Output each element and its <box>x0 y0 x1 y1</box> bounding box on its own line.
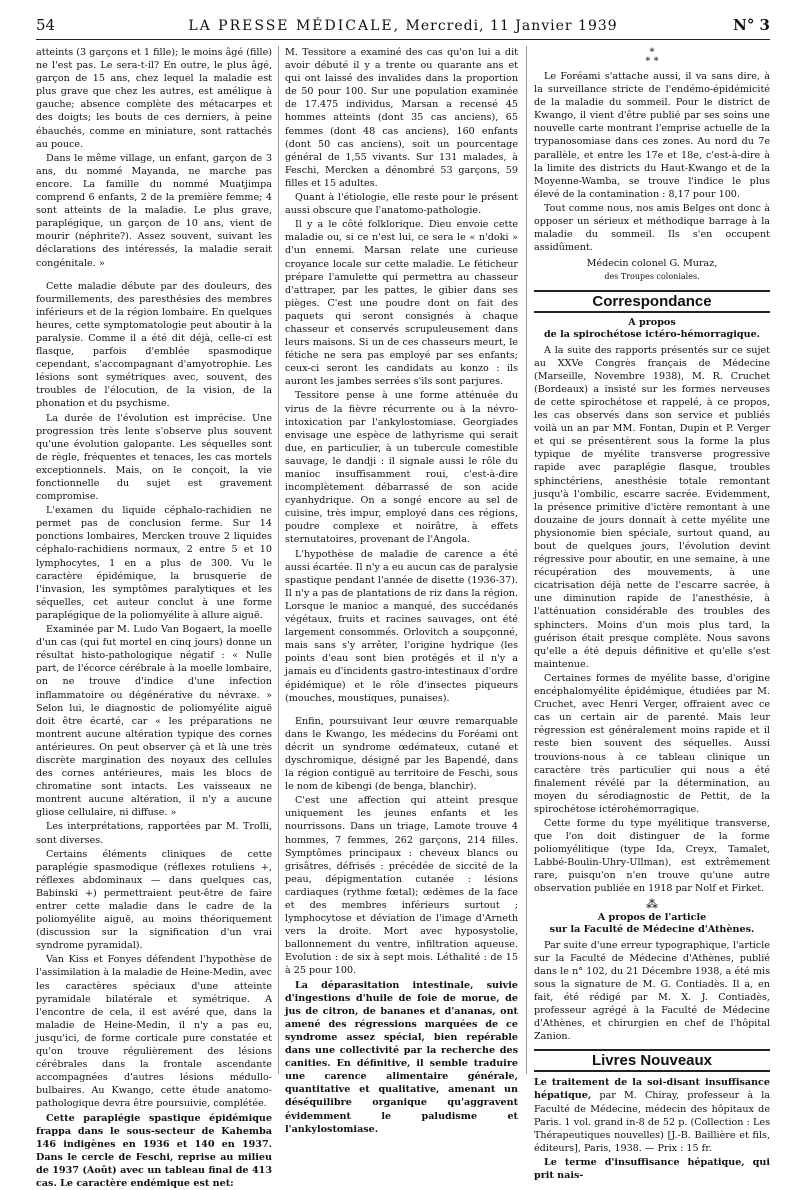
book-entry <box>534 1076 770 1155</box>
book-details: par M. Chiray, professeur à la Faculté de Médecine, médecin des hôpitaux de Paris. 1 vol. grand in-8 de 52 p. (Collection : Les Thérapeutiques nouvelles) [J.-B. Baillière et fils, éditeurs], Paris, 1938. — Prix : 15 fr. <box>534 1090 770 1153</box>
paragraph: La déparasitation intestinale, suivie d'ingestions d'huile de foie de morue, de jus de citron, de bananes et d'ananas, ont amené des régressions marquées de ce syndrome assez spécial, bien repérable dans une collectivité par la recherche des canities. En définitive, il semble traduire une carence alimentaire générale, quantitative et qualitative, amenant un déséquilibre organique qu'aggravent évidemment le paludisme et l'ankylostomiase. <box>285 979 518 1136</box>
paragraph: L'examen du liquide céphalo-rachidien ne permet pas de conclusion ferme. Sur 14 ponctions lombaires, Mercken trouve 2 liquides céphalo-rachidiens normaux, 2 entre 5 et 10 lymphocytes, 1 en a plus de 300. Vu le caractère épidémique, la brusquerie de l'invasion, les symptômes paralytiques et les séquelles, cet auteur conclut à une forme paraplégique de la poliomyélite à allure aiguë. <box>36 504 272 622</box>
paragraph: Van Kiss et Fonyes défendent l'hypothèse de l'assimilation à la maladie de Heine-Medin, avec les caractères spéciaux d'une atteinte pyramidale bilatérale et symétrique. A l'encontre de cela, il est avéré que, dans la maladie de Heine-Medin, il n'y a pas eu, jusqu'ici, de forme corticale pure constatée et qu'on trouve régulièrement des lésions cérébrales dans la frontale ascendante accompagnées d'autres lésions médullo-bulbaires. Au Kwango, cette étude anatomo-pathologique devra être poursuivie, complétée. <box>36 953 272 1110</box>
paragraph: Le Foréami s'attache aussi, il va sans dire, à la surveillance stricte de l'endémo-épidémicité de la maladie du sommeil. Pour le district de Kwango, il vient d'être publié par ses soins une nouvelle carte montrant l'emprise actuelle de la trypanosomiase dans ces zones. Au nord du 7e parallèle, et entre les 17e et 18e, c'est-à-dire à la limite des districts du Haut-Kwango et de la Moyenne-Wamba, se trouve l'indice le plus élevé de la contamination : 8,17 pour 100. <box>534 70 770 201</box>
paragraph: atteints (3 garçons et 1 fille); le moins âgé (fille) ne l'est pas. Le sera-t-il? En outre, le plus âgé, garçon de 15 ans, chez lequel la maladie est plus grave que chez les autres, est amélique à gauche; absence complète des métacarpes et des doigts; les bouts de ces derniers, à peine ébauchés, comme en miniature, sont rattachés au pouce. <box>36 46 272 151</box>
paragraph: L'hypothèse de maladie de carence a été aussi écartée. Il n'y a eu aucun cas de paralysie spastique pendant l'année de disette (1936-37). Il n'y a pas de plantations de riz dans la région. Lorsque le manioc a manqué, des succédanés végétaux, fruits et racines sauvages, ont été largement consommés. Orlovitch a soupçonné, mais sans s'y arrêter, l'origine hydrique (les points d'eau sont bien protégés et il n'y a jamais eu d'incidents gastro-intestinaux d'ordre épidémique) et le rôle d'insectes piqueurs (mouches, moustiques, punaises). <box>285 548 518 705</box>
paragraph: M. Tessitore a examiné des cas qu'on lui a dit avoir débuté il y a trente ou quarante ans et qui ont laissé des invalides dans la proportion de 50 pour 100. Sur une population examinée de 17.475 individus, Marsan a recensé 45 hommes atteints (dont 35 cas anciens), 65 femmes (dont 48 cas anciens), 160 enfants (dont 50 cas anciens), soit un pourcentage général de 1,55 vivants. Sur 131 malades, à Feschi, Mercken a dénombré 53 garçons, 59 filles et 15 adultes. <box>285 46 518 190</box>
paragraph: Cette paraplégie spastique épidémique frappa dans le sous-secteur de Kahemba 146 indigènes en 1936 et 140 en 1937. Dans le cercle de Feschi, reprise au milieu de 1937 (Août) avec un tableau final de 413 cas. Le caractère endémique est net: <box>36 1112 272 1190</box>
section-heading-correspondance: Correspondance <box>534 290 770 313</box>
author-affiliation: des Troupes coloniales. <box>534 270 770 283</box>
section-separator: ⁂ <box>534 899 770 909</box>
page-number: 54 <box>36 16 96 34</box>
journal-name: LA PRESSE MÉDICALE, <box>188 18 400 34</box>
paragraph: Quant à l'étiologie, elle reste pour le présent aussi obscure que l'anatomo-pathologie. <box>285 191 518 217</box>
paragraph: C'est une affection qui atteint presque uniquement les jeunes enfants et les nourrissons. Dans un triage, Lamote trouve 4 hommes, 7 femmes, 262 garçons, 214 filles. Symptômes principaux : cheveux blancs ou grisâtres, défrisés : précédée de siccité de la peau, dépigmentation cutanée : lésions cardiaques (rythme fœtal); œdèmes de la face et des membres inférieurs surtout ; lymphocytose et déviation de l'image d'Arneth vers la droite. Mort avec hyposystolie, ballonnement du ventre, infiltration aqueuse. Evolution : de six à sept mois. Léthalité : de 15 à 25 pour 100. <box>285 794 518 977</box>
issue-date: Mercredi, 11 Janvier 1939 <box>406 18 618 34</box>
column-right <box>534 46 770 1074</box>
paragraph: Certains éléments cliniques de cette paraplégie spasmodique (réflexes rotuliens +, réflexes abdominaux — dans quelques cas, Babinski +) permettraient peut-être de faire entrer cette maladie dans le cadre de la poliomyélite aiguë, au moins théoriquement (discussion sur la signification d'un vrai syndrome pyramidal). <box>36 848 272 953</box>
paragraph: Dans le même village, un enfant, garçon de 3 ans, du nommé Mayanda, ne marche pas encore. La famille du nommé Muatjimpa comprend 6 enfants, 2 de la première femme; 4 sont atteints de la maladie. Le plus grave, paraplégique, un garçon de 10 ans, vient de mourir (néphrite?). Assez souvent, suivant les déclarations des intéressés, la maladie serait congénitale. » <box>36 152 272 270</box>
issue-number: N° 3 <box>710 16 770 34</box>
paragraph: Le terme d'insuffisance hépatique, qui prit nais- <box>534 1156 770 1182</box>
column-middle <box>285 46 518 1074</box>
paragraph: Par suite d'une erreur typographique, l'article sur la Faculté de Médecine d'Athènes, publié dans le n° 102, du 21 Décembre 1938, a été mis sous la signature de M. G. Contiadès. Il a, en fait, été rédigé par M. X. J. Contiadès, professeur agrégé à la Faculté de Médecine d'Athènes, et chirurgien en chef de l'hôpital Zanion. <box>534 939 770 1044</box>
paragraph: Cette forme du type myélitique transverse, que l'on doit distinguer de la forme poliomyélitique (type Ida, Creyx, Tamalet, Labbé-Boulin-Uhry-Ullman), est extrêmement rare, puisqu'on n'en trouve qu'une autre observation publiée en 1918 par Nolf et Firket. <box>534 817 770 896</box>
paragraph: Tout comme nous, nos amis Belges ont donc à opposer un sérieux et méthodique barrage à la maladie du sommeil. Ils s'en occupent assidûment. <box>534 202 770 254</box>
paragraph: Les interprétations, rapportées par M. Trolli, sont diverses. <box>36 820 272 846</box>
paragraph: Enfin, poursuivant leur œuvre remarquable dans le Kwango, les médecins du Foréami ont décrit un syndrome œdémateux, cutané et dyschromique, désigné par les Bapendé, dans la région contiguë au territoire de Feschi, sous le nom de kibengi (de benga, blanchir). <box>285 715 518 794</box>
paragraph: Examinée par M. Ludo Van Bogaert, la moelle d'un cas (qui fut mortel en cinq jours) donne un résultat histo-pathologique négatif : « Nulle part, de l'écorce cérébrale à la moelle lombaire, on ne trouve d'indice d'une infection inflammatoire ou dégénérative du névraxe. » Selon lui, le diagnostic de poliomyélite aiguë doit être écarté, car « les préparations ne montrent aucune altération typique des cornes antérieures. On peut observer çà et là une très discrète margination des noyaux des cellules des cornes antérieures, mais les blocs de chromatine sont intacts. Les vaisseaux ne montrent aucune altération, il n'y a aucune gliose cellulaire, ni diffuse. » <box>36 623 272 819</box>
subheading: A propos de la spirochétose ictéro-hémorragique. <box>534 317 770 341</box>
paragraph: Il y a le côté folklorique. Dieu envoie cette maladie ou, si ce n'est lui, ce sera le « n'doki » d'un ennemi. Marsan relate une curieuse croyance locale sur cette maladie. Le féticheur prépare l'amulette qui permettra au chasseur d'attraper, par les pattes, le gibier dans ses pièges. C'est une poudre dont on fait des paquets qui seront consignés à chaque chasseur et conservés scrupuleusement dans leurs maisons. Si un de ces chasseurs meurt, le fétiche ne sera pas employé par ses enfants; ceux-ci seront les candidats au konzo : ils auront les jambes serrées s'ils sont parjures. <box>285 218 518 388</box>
column-rule <box>526 46 527 1074</box>
section-heading-livres-nouveaux: Livres Nouveaux <box>534 1049 770 1072</box>
section-separator: * * * <box>534 48 770 66</box>
paragraph: La durée de l'évolution est imprécise. Une progression très lente s'observe plus souvent qu'une évolution galopante. Les séquelles sont de règle, fréquentes et tenaces, les cas mortels exceptionnels. Mais, on le conçoit, la vie fonctionnelle du sujet est gravement compromise. <box>36 412 272 504</box>
paragraph: Tessitore pense à une forme atténuée du virus de la fièvre récurrente ou à la névro-intoxication par l'ankylostomiase. Georgiades envisage une espèce de lathyrisme qui serait due, en particulier, à un tubercule comestible sauvage, le dandji : il signale aussi le rôle du manioc insuffisamment roui, c'est-à-dire incomplètement débarrassé de son acide cyanhydrique. On a songé encore au sel de cuisine, très impur, employé dans ces régions, poudre complexe et noirâtre, à effets sternutatoires, provenant de l'Angola. <box>285 389 518 546</box>
subheading: A propos de l'article sur la Faculté de Médecine d'Athènes. <box>534 912 770 936</box>
book-title: Le traitement de la soi-disant insuffisance hépatique, <box>534 1077 770 1101</box>
paragraph: Cette maladie débute par des douleurs, des fourmillements, des paresthésies des membres inférieurs et de la région lombaire. En quelques heures, cette symptomatologie peut aboutir à la paralysie. Comme il a été dit déjà, celle-ci est flasque, parfois d'emblée spasmodique cependant, s'accompagnant d'amyotrophie. Les lésions sont symétriques avec, souvent, des troubles de l'élocution, de la vision, de la phonation et du psychisme. <box>36 280 272 411</box>
page-header <box>36 16 770 40</box>
column-left <box>36 46 272 1074</box>
column-rule <box>278 46 279 1074</box>
paragraph: Certaines formes de myélite basse, d'origine encéphalomyélite épidémique, étudiées par M. Cruchet, avec Henri Verger, offraient avec ce cas un certain air de parenté. Mais leur régression est généralement moins rapide et il reste bien souvent des séquelles. Aussi trouvions-nous à ce tableau clinique un caractère très particulier qui nous a été finalement révélé par la détermination, au moyen du sérodiagnostic de Pettit, de la spirochétose ictérohémorragique. <box>534 672 770 816</box>
author-signature: Médecin colonel G. Muraz, <box>534 257 770 270</box>
paragraph: A la suite des rapports présentés sur ce sujet au XXVe Congrès français de Médecine (Marseille, Novembre 1938), M. R. Cruchet (Bordeaux) a insisté sur les formes nerveuses de cette spirochétose et rappelé, à ce propos, les cas observés dans son service et publiés voilà un an par MM. Fontan, Dupin et P. Verger et qui se présentèrent sous la forme la plus typique de myélite transverse progressive rapide avec paraplégie flasque, troubles sphinctériens, anesthésie totale remontant jusqu'à l'ombilic, escarre sacrée. Evidemment, la présence primitive d'ictère remontant à une douzaine de jours donnait à cette myélite une physionomie bien spéciale, surtout quand, au bout de quelques jours, l'évolution devint régressive pour aboutir, en une semaine, à une récupération des mouvements, à une cicatrisation déjà nette de l'escarre sacrée, à une diminution rapide de l'anesthésie, à l'atténuation considérable des troubles des sphincters. Moins d'un mois plus tard, la guérison était presque complète. Nous savons qu'elle a été depuis définitive et qu'elle s'est maintenue. <box>534 344 770 671</box>
running-title <box>96 18 710 34</box>
